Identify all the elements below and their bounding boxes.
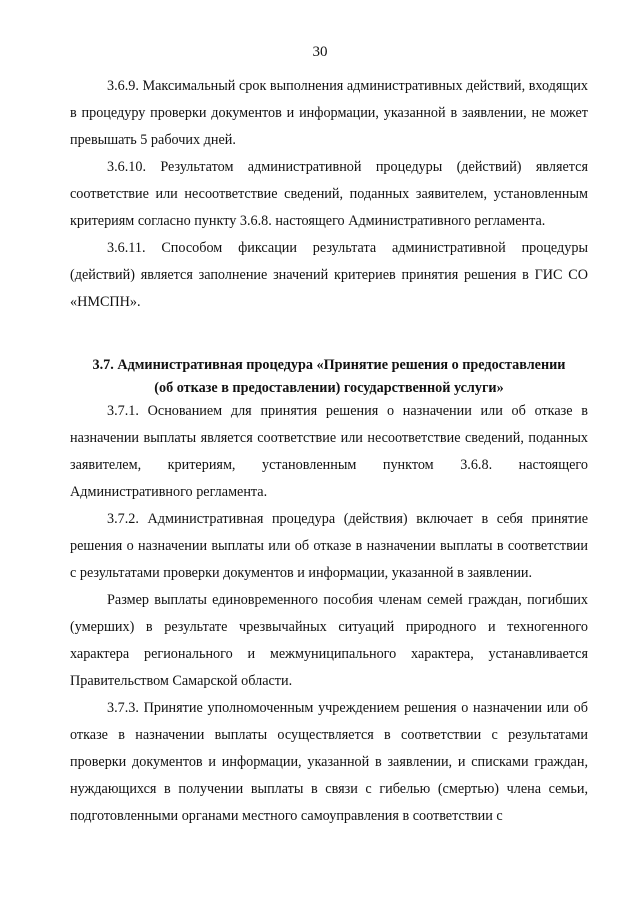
section-3-7-block (70, 398, 588, 830)
paragraph-3-6-11: 3.6.11. Способом фиксации результата административной процедуры (действий) является заполнение значений критериев принятия решения в ГИС СО «НМСПН». (70, 240, 588, 310)
paragraph-3-7-2: 3.7.2. Административная процедура (действия) включает в себя принятие решения о назначении выплаты или об отказе в назначении выплаты в соответствии с результатами проверки документов и информации, указанной в заявлении. (70, 511, 588, 581)
section-3-6-block (70, 73, 588, 316)
paragraph-3-6-10: 3.6.10. Результатом административной процедуры (действий) является соответствие или несоответствие сведений, поданных заявителем, установленным критериям согласно пункту 3.6.8. настоящего Административного регламента. (70, 159, 588, 229)
paragraph-3-7-1: 3.7.1. Основанием для принятия решения о назначении или об отказе в назначении выплаты является соответствие или несоответствие сведений, поданных заявителем, критериям, установленным пунктом 3.6.8. настоящего Административного регламента. (70, 403, 588, 500)
paragraph-3-6-9: 3.6.9. Максимальный срок выполнения административных действий, входящих в процедуру проверки документов и информации, указанной в заявлении, не может превышать 5 рабочих дней. (70, 78, 588, 148)
page-number: 30 (312, 44, 328, 60)
heading-line-1: 3.7. Административная процедура «Принятие решения о предоставлении (92, 357, 566, 373)
paragraph-3-7-3: 3.7.3. Принятие уполномоченным учреждением решения о назначении или об отказе в назначении выплаты осуществляется в соответствии с результатами проверки документов и информации, указанной в заявлении, и списками граждан, нуждающихся в получении выплаты в связи с гибелью (смертью) члена семьи, подготовленными органами местного самоуправления в соответствии с (70, 700, 588, 824)
paragraph-payment-amount: Размер выплаты единовременного пособия членам семей граждан, погибших (умерших) в результате чрезвычайных ситуаций природного и техногенного характера регионального и межмуниципального характера, устанавливается Правительством Самарской области. (70, 592, 588, 689)
heading-line-2: (об отказе в предоставлении) государственной услуги» (154, 380, 504, 396)
section-3-7-heading (66, 354, 592, 400)
